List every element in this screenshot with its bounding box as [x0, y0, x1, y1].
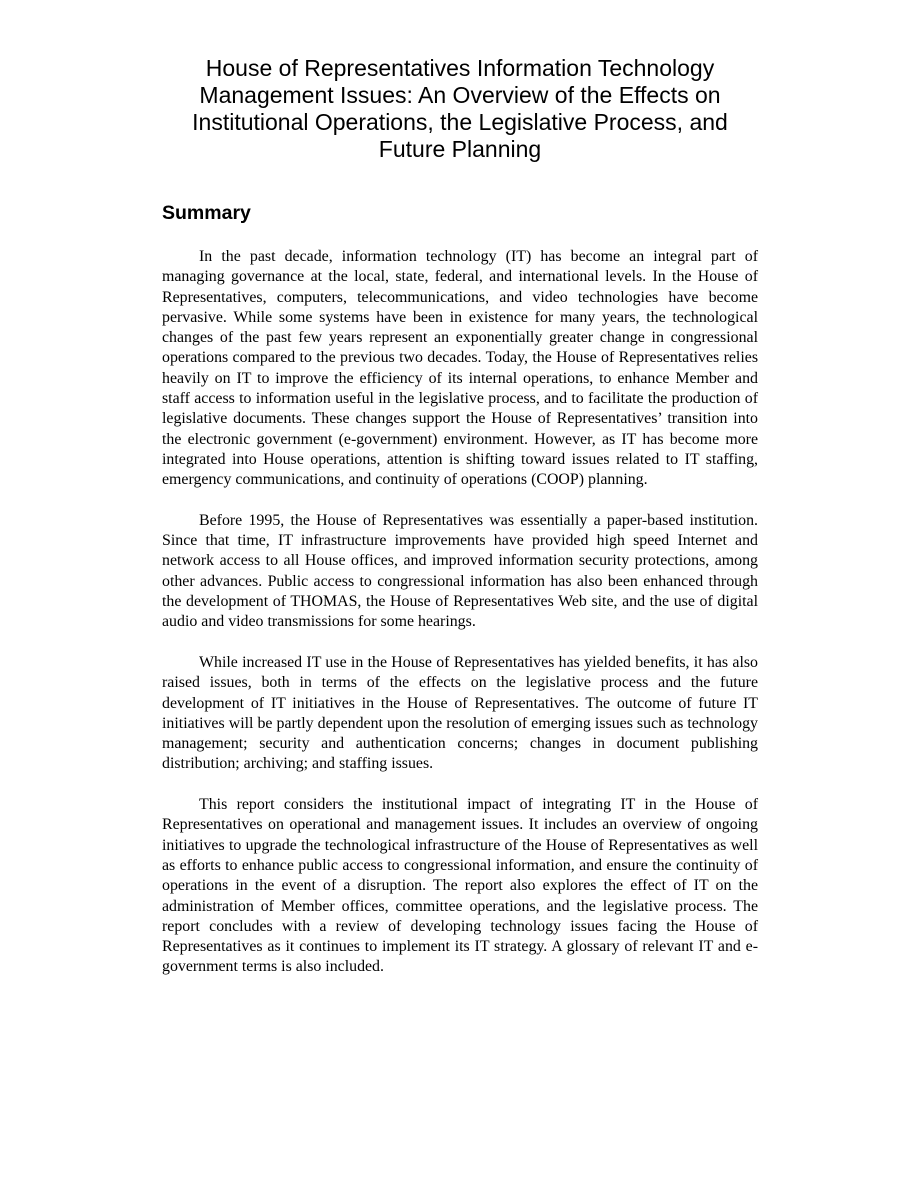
- document-title: House of Representatives Information Technology Management Issues: An Overview of the Effects on Institutional Operations, the Legislative Process, and Future Planning: [192, 55, 728, 162]
- document-page: [162, 55, 758, 978]
- summary-paragraph: This report considers the institutional impact of integrating IT in the House of Representatives on operational and management issues. It includes an overview of ongoing initiatives to upgrade the technological infrastructure of the House of Representatives as well as efforts to enhance public access to congressional information, and ensure the continuity of operations in the event of a disruption. The report also explores the effect of IT on the administration of Member offices, committee operations, and the legislative process. The report concludes with a review of developing technology issues facing the House of Representatives as it continues to implement its IT strategy. A glossary of relevant IT and e-government terms is also included.: [162, 796, 758, 976]
- summary-paragraph: Before 1995, the House of Representatives was essentially a paper-based institution. Since that time, IT infrastructure improvements have provided high speed Internet and network access to all House offices, and improved information security protections, among other advances. Public access to congressional information has also been enhanced through the development of THOMAS, the House of Representatives Web site, and the use of digital audio and video transmissions for some hearings.: [162, 511, 758, 631]
- summary-paragraph: While increased IT use in the House of Representatives has yielded benefits, it has also raised issues, both in terms of the effects on the legislative process and the future development of IT initiatives in the House of Representatives. The outcome of future IT initiatives will be partly dependent upon the resolution of emerging issues such as technology management; security and authentication concerns; changes in document publishing distribution; archiving; and staffing issues.: [162, 653, 758, 773]
- summary-heading: Summary: [162, 202, 251, 224]
- summary-paragraph: In the past decade, information technology (IT) has become an integral part of managing governance at the local, state, federal, and international levels. In the House of Representatives, computers, telecommunications, and video technologies have become pervasive. While some systems have been in existence for many years, the technological changes of the past few years represent an exponentially greater change in congressional operations compared to the previous two decades. Today, the House of Representatives relies heavily on IT to improve the efficiency of its internal operations, to enhance Member and staff access to information useful in the legislative process, and to facilitate the production of legislative documents. These changes support the House of Representatives’ transition into the electronic government (e-government) environment. However, as IT has become more integrated into House operations, attention is shifting toward issues related to IT staffing, emergency communications, and continuity of operations (COOP) planning.: [162, 248, 758, 489]
